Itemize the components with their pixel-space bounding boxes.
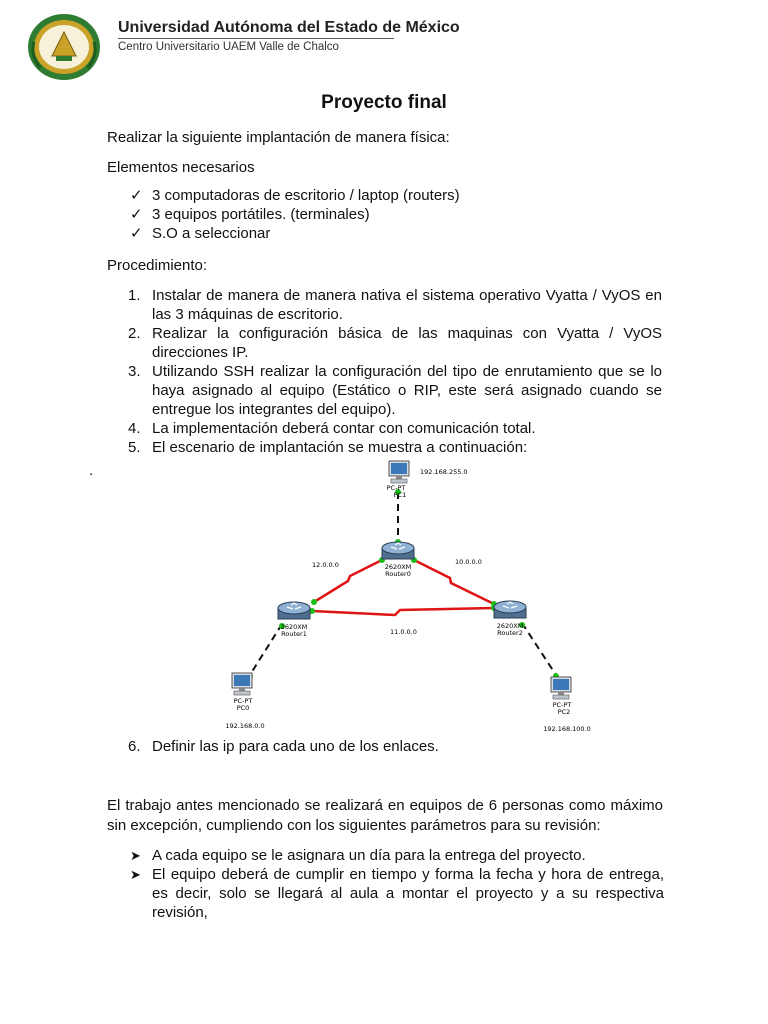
- pc0-model: PC-PT: [233, 697, 253, 705]
- link-r0-r1-network: 12.0.0.0: [312, 561, 339, 569]
- network-topology-diagram: [210, 450, 610, 740]
- university-seal-icon: [26, 12, 102, 82]
- router-icon: [278, 602, 310, 619]
- list-item: ✓ 3 computadoras de escritorio / laptop (routers): [130, 187, 460, 204]
- page-header: [0, 0, 768, 90]
- list-item: 1. Instalar de manera de manera nativa el sistema operativo Vyatta / VyOS en las 3 máquinas de escritorio.: [128, 287, 662, 323]
- link-r0-r2-network: 10.0.0.0: [455, 558, 482, 566]
- list-item: 4. La implementación deberá contar con comunicación total.: [128, 420, 536, 437]
- university-name: Universidad Autónoma del Estado de México: [118, 19, 460, 36]
- router2-name: Router2: [497, 629, 523, 637]
- link-router2-pc2: [522, 623, 558, 678]
- stray-dot: .: [89, 462, 94, 479]
- router1-model: 2620XM: [280, 623, 308, 631]
- arrowhead-bullet-icon: ➤: [130, 848, 141, 863]
- list-item: 2. Realizar la configuración básica de las maquinas con Vyatta / VyOS direcciones IP.: [128, 325, 662, 361]
- elements-heading: Elementos necesarios: [107, 159, 255, 176]
- intro-text: Realizar la siguiente implantación de manera física:: [107, 129, 450, 146]
- link-router1-pc0: [248, 624, 282, 678]
- review-parameters-list: [130, 846, 664, 922]
- router0-model: 2620XM: [384, 563, 412, 571]
- team-rules-paragraph: El trabajo antes mencionado se realizará en equipos de 6 personas como máximo sin excepción, cumpliendo con los siguientes parámetros para su revisión:: [107, 797, 663, 834]
- list-item: ➤ El equipo deberá de cumplir en tiempo y forma la fecha y hora de entrega, es decir, solo se llegará al aula a montar el proyecto y a su respectiva revisión,: [130, 866, 664, 921]
- router2-model: 2620XM: [496, 622, 524, 630]
- pc-desktop-icon: [389, 461, 409, 483]
- pc1-name: PC1: [393, 491, 407, 499]
- list-item: ➤ A cada equipo se le asignara un día para la entrega del proyecto.: [130, 847, 586, 864]
- pc2-network: 192.168.100.0: [543, 725, 591, 733]
- check-mark-icon: ✓: [130, 187, 143, 204]
- pc2-model: PC-PT: [552, 701, 572, 709]
- check-mark-icon: ✓: [130, 225, 143, 242]
- elements-list: [130, 186, 670, 243]
- procedure-steps: [128, 286, 662, 457]
- router1-name: Router1: [281, 630, 307, 638]
- router-icon: [382, 542, 414, 559]
- link-router0-router2: [414, 560, 494, 604]
- pc0-name: PC0: [236, 704, 250, 712]
- link-router1-router2: [312, 608, 494, 615]
- list-item: 5. El escenario de implantación se muestra a continuación:: [128, 439, 528, 456]
- link-r1-r2-network: 11.0.0.0: [390, 628, 417, 636]
- list-item: ✓ S.O a seleccionar: [130, 225, 271, 242]
- header-divider: [118, 38, 394, 39]
- pc-desktop-icon: [551, 677, 571, 699]
- port-indicator: [311, 599, 317, 605]
- campus-name: Centro Universitario UAEM Valle de Chalco: [118, 41, 339, 53]
- pc1-model: PC-PT: [386, 484, 406, 492]
- arrowhead-bullet-icon: ➤: [130, 867, 141, 882]
- check-mark-icon: ✓: [130, 206, 143, 223]
- router0-name: Router0: [385, 570, 411, 578]
- page-title: Proyecto final: [321, 92, 447, 113]
- pc2-name: PC2: [557, 708, 571, 716]
- list-item: 3. Utilizando SSH realizar la configuración del tipo de enrutamiento que se lo haya asignado al equipo (Estático o RIP, este será asignado cuando se entregue los integrantes del equipo).: [128, 363, 662, 418]
- procedure-heading: Procedimiento:: [107, 257, 208, 274]
- pc0-network: 192.168.0.0: [225, 722, 265, 730]
- router-icon: [494, 601, 526, 618]
- pc1-network: 192.168.255.0: [420, 468, 468, 476]
- list-item: ✓ 3 equipos portátiles. (terminales): [130, 206, 370, 223]
- step-6: 6. Definir las ip para cada uno de los enlaces.: [128, 738, 439, 755]
- pc-desktop-icon: [232, 673, 252, 695]
